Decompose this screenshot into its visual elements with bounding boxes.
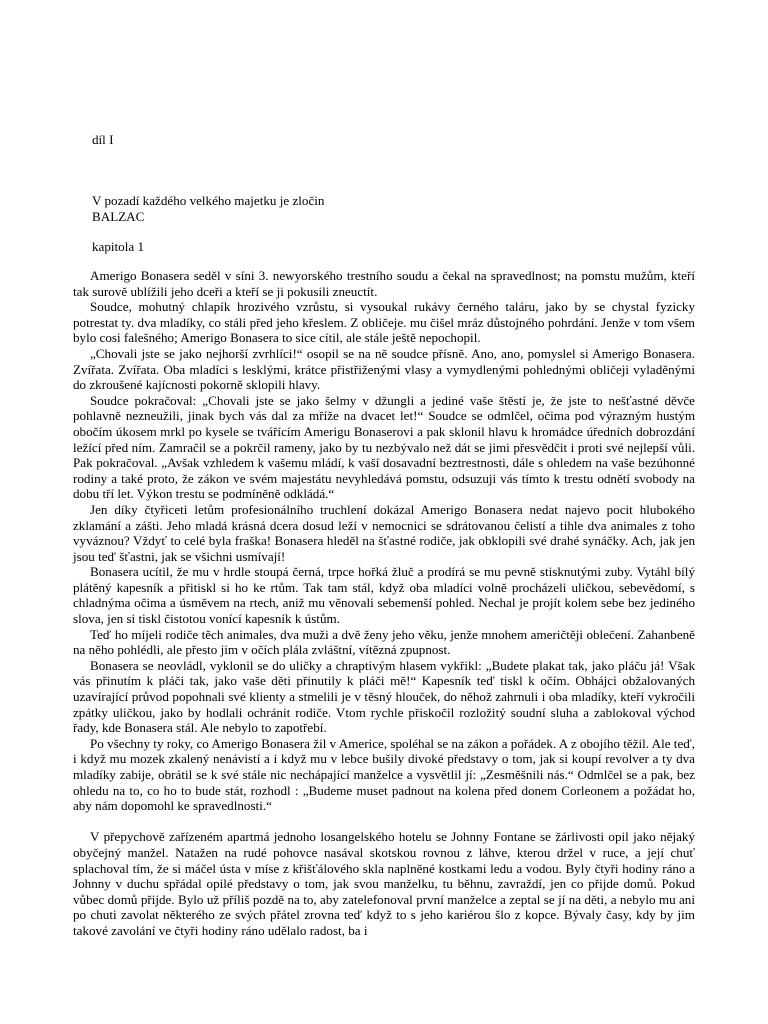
paragraph: Soudce, mohutný chlapík hrozivého vzrůstu, si vysoukal rukávy černého taláru, jako by se chystal fyzicky potrestat ty. dva mladíky, co stáli před jeho křeslem. Z obličeje. mu čišel mráz důstojného pohrdání. Jenže v tom všem bylo cosi falešného; Amerigo Bonasera to sice cítil, ale stále ještě nepochopil. — [73, 299, 695, 346]
chapter-title: kapitola 1 — [92, 239, 144, 254]
paragraph: Jen díky čtyřiceti letům profesionálního truchlení dokázal Amerigo Bonasera nedat najevo pocit hlubokého zklamání a zášti. Jeho mladá krásná dcera dosud leží v nemocnici se sdrátovanou čelistí a tihle dva animales z toho vyváznou? Vždyť to celé byla fraška! Bonasera hleděl na šťastné rodiče, jak obklopili své drahé synáčky. Ach, jak jen jsou teď šťastni, jak se všichni usmívají! — [73, 501, 695, 564]
part-title: díl I — [92, 132, 114, 147]
paragraph: „Chovali jste se jako nejhorší zvrhlíci!“ osopil se na ně soudce přísně. Ano, ano, pomyslel si Amerigo Bonasera. Zvířata. Zvířata. Oba mladíci s lesklými, krátce přistřiženými vlasy a vymydlenými pohlednými obličeji vyladěnými do zkroušené kajícnosti pokorně sklopili hlavy. — [73, 345, 695, 393]
paragraph: Teď ho míjeli rodiče těch animales, dva muži a dvě ženy jeho věku, jenže mnohem američtěji oblečení. Zahanbeně na něho pohlédli, ale přesto jim v očích plála zvláštní, vítězná zpupnost. — [73, 626, 695, 658]
motto-quote: V pozadí každého velkého majetku je zločin — [92, 193, 325, 208]
body-text — [73, 268, 695, 939]
section-break — [73, 814, 695, 830]
paragraph: Po všechny ty roky, co Amerigo Bonasera žil v Americe, spoléhal se na zákon a pořádek. A z obojího těžil. Ale teď, i když mu mozek zkalený nenávistí a i když mu v lebce bušily divoké představy o tom, jak si koupí revolver a ty dva mladíky zabije, obrátil se k své stále nic nechápající manželce a vysvětlil jí: „Zesměšnili nás.“ Odmlčel se a pak, bez ohledu na to, co ho to bude stát, rozhodl : „Budeme muset padnout na kolena před donem Corleonem a požádat ho, aby nám dopomohl ke spravedlnosti.“ — [73, 735, 695, 814]
paragraph: Bonasera se neovládl, vyklonil se do uličky a chraptivým hlasem vykřikl: „Budete plakat tak, jako pláču já! Však vás přinutím k pláči tak, jako vaše děti přinutily k pláči mě!“ Kapesník teď tiskl k očím. Obhájci obžalovaných uzavírající průvod popohnali své klienty a stmelili je v těsný hlouček, do něhož zahrnuli i oba mladíky, kteří vykročili zpátky uličkou, jako by hodlali ochránit rodiče. Vtom rychle přiskočil rozložitý soudní sluha a zablokoval východ řady, kde Bonasera stál. Ale nebylo to zapotřebí. — [73, 657, 695, 736]
paragraph: V přepychově zařízeném apartmá jednoho losangelského hotelu se Johnny Fontane se žárlivosti opil jako nějaký obyčejný manžel. Natažen na rudé pohovce nasával skotskou rovnou z láhve, kterou držel v ruce, a její chuť splachoval tím, že si máčel ústa v míse z křišťálového skla naplněné kostkami ledu a vodou. Byly čtyři hodiny ráno a Johnny v duchu spřádal opilé představy o tom, jak svou manželku, tu běhnu, zavraždí, jen co přijde domů. Pokud vůbec domů přijde. Bylo už příliš pozdě na to, aby zatelefonoval první manželce a zeptal se jí na děti, a nebylo mu ani po chuti zavolat některého ze svých přátel zrovna teď když to s jeho kariérou šlo z kopce. Bývaly časy, kdy by jim takové zavolání ve čtyři hodiny ráno udělalo radost, ba i — [73, 829, 695, 938]
motto-author: BALZAC — [92, 208, 145, 224]
motto — [92, 193, 324, 224]
paragraph: Amerigo Bonasera seděl v síni 3. newyorského trestního soudu a čekal na spravedlnost; na pomstu mužům, kteří tak surově ublížili jeho dceři a kteří se ji pokusili zneuctít. — [73, 268, 695, 299]
paragraph: Bonasera ucítil, že mu v hrdle stoupá černá, trpce hořká žluč a prodírá se mu pevně stisknutými zuby. Vytáhl bílý plátěný kapesník a přitiskl si ho ke rtům. Tak tam stál, když oba mladíci volně procházeli uličkou, sebevědomí, s chladnýma očima a úsměvem na rtech, aniž mu věnovali sebemenší pohled. Nechal je projít kolem sebe bez jediného slova, jen si tiskl čistotou vonící kapesník k ústům. — [73, 564, 695, 627]
paragraph: Soudce pokračoval: „Chovali jste se jako šelmy v džungli a jediné vaše štěstí je, že jste to nešťastné děvče pohlavně nezneužili, jinak bych vás dal za mříže na dvacet let!“ Soudce se odmlčel, očima pod výrazným hustým obočím úkosem mrkl po kysele se tvářícím Amerigu Bonaserovi a pak sklonil hlavu k hromádce úředních dobrozdání ležící před ním. Zamračil se a pokrčil rameny, jako by tu nezbývalo než dát se jimi přesvědčit i proti své nejlepší vůli. Pak pokračoval. „Avšak vzhledem k vašemu mládí, k vaší dosavadní beztrestnosti, dále s ohledem na vaše bezúhonné rodiny a také proto, že zákon ve svém majestátu nevyhledává pomstu, odsuzuji vás tímto k trestu odnětí svobody na dobu tří let. Výkon trestu se podmíněně odkládá.“ — [73, 392, 695, 502]
